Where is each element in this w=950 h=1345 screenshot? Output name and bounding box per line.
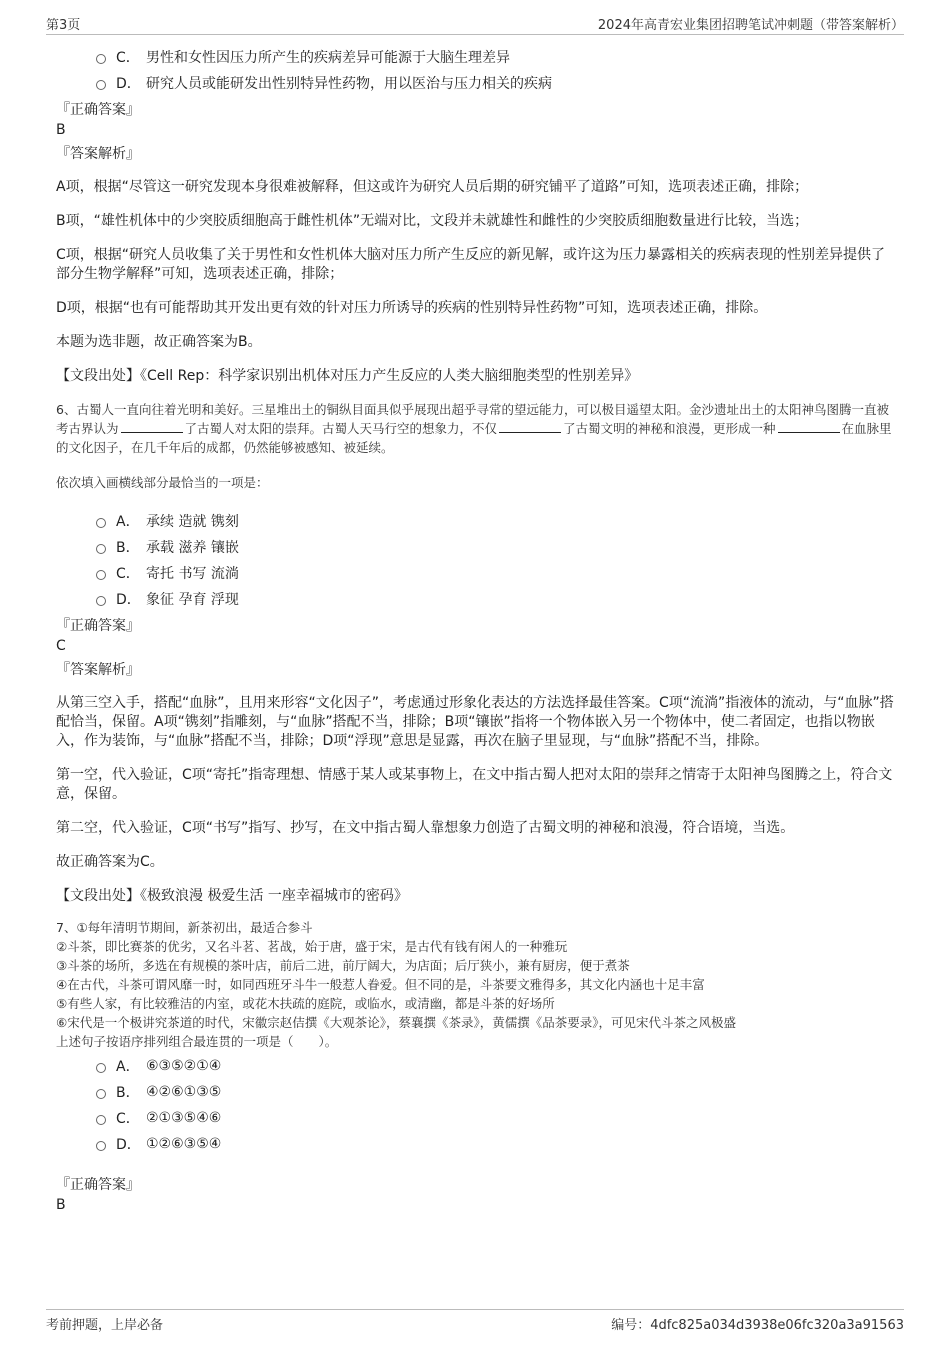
q6-analysis-label: 『答案解析』	[56, 662, 140, 678]
fill-blank	[499, 420, 561, 433]
q6-answer-label: 『正确答案』	[56, 618, 140, 634]
q5-option-c[interactable]: C． 男性和女性因压力所产生的疾病差异可能源于大脑生理差异	[56, 44, 896, 70]
q6-analysis-main: 从第三空入手，搭配“血脉”，且用来形容“文化因子”，考虑通过形象化表达的方法选择最佳答案。C项“流淌”指液体的流动，与“血脉”搭配恰当，保留。A项“镌刻”指雕刻，与“血脉”搭配不当，排除；B项“镶嵌”指将一个物体嵌入另一个物体中，使二者固定，也指以物嵌入，作为装饰，与“血脉”搭配不当，排除；D项“浮现”意思是显露，再次在脑子里显现，与“血脉”搭配不当，排除。	[56, 695, 894, 749]
q6-conclusion: 故正确答案为C。	[56, 854, 164, 870]
page-content	[56, 44, 896, 1219]
radio-icon[interactable]	[96, 596, 106, 606]
q6-option-b[interactable]: B． 承载 滋养 镶嵌	[56, 534, 896, 560]
q7-option-d[interactable]: D． ①②⑥③⑤④	[56, 1131, 896, 1157]
q5-answer: B	[56, 122, 66, 138]
q5-analysis-b: B项，“雄性机体中的少突胶质细胞高于雌性机体”无端对比，文段并未就雄性和雌性的少突胶质细胞数量进行比较，当选；	[56, 213, 809, 229]
q5-analysis-a: A项，根据“尽管这一研究发现本身很难被解释，但这或许为研究人员后期的研究铺平了道路”可知，选项表述正确，排除；	[56, 179, 809, 195]
q6-source: 【文段出处】《极致浪漫 极爱生活 一座幸福城市的密码》	[56, 888, 408, 904]
q7-line: ④在古代，斗茶可谓风靡一时，如同西班牙斗牛一般惹人眷爱。但不同的是，斗茶要文雅得多，其文化内涵也十足丰富	[56, 977, 705, 992]
q6-prompt: 依次填入画横线部分最恰当的一项是：	[56, 475, 269, 490]
radio-icon[interactable]	[96, 1115, 106, 1125]
document-code: 编号：4dfc825a034d3938e06fc320a3a91563	[611, 1318, 904, 1333]
fill-blank	[121, 420, 183, 433]
q6-options	[56, 508, 896, 612]
q7-answer: B	[56, 1197, 66, 1213]
q5-analysis-label: 『答案解析』	[56, 146, 140, 162]
radio-icon[interactable]	[96, 54, 106, 64]
q7-line: ⑤有些人家，有比较雅洁的内室，或花木扶疏的庭院，或临水，或清幽，都是斗茶的好场所	[56, 996, 555, 1011]
q7-options	[56, 1053, 896, 1157]
radio-icon[interactable]	[96, 544, 106, 554]
q6-option-d[interactable]: D． 象征 孕育 浮现	[56, 586, 896, 612]
q6-analysis-first: 第一空，代入验证，C项“寄托”指寄理想、情感于某人或某事物上，在文中指古蜀人把对太阳的崇拜之情寄于太阳神鸟图腾之上，符合文意，保留。	[56, 767, 893, 802]
q7-answer-label: 『正确答案』	[56, 1177, 140, 1193]
q7-option-c[interactable]: C． ②①③⑤④⑥	[56, 1105, 896, 1131]
page-number: 第3页	[46, 18, 81, 33]
radio-icon[interactable]	[96, 518, 106, 528]
document-title: 2024年高青宏业集团招聘笔试冲刺题（带答案解析）	[597, 18, 904, 33]
q5-source: 【文段出处】《Cell Rep：科学家识别出机体对压力产生反应的人类大脑细胞类型的性别差异》	[56, 368, 639, 384]
q6-analysis-second: 第二空，代入验证，C项“书写”指写、抄写，在文中指古蜀人靠想象力创造了古蜀文明的神秘和浪漫，符合语境，当选。	[56, 820, 795, 836]
q7-option-a[interactable]: A． ⑥③⑤②①④	[56, 1053, 896, 1079]
radio-icon[interactable]	[96, 570, 106, 580]
radio-icon[interactable]	[96, 1141, 106, 1151]
q5-answer-label: 『正确答案』	[56, 102, 140, 118]
radio-icon[interactable]	[96, 80, 106, 90]
page-footer	[46, 1309, 904, 1336]
q5-conclusion: 本题为选非题，故正确答案为B。	[56, 334, 262, 350]
radio-icon[interactable]	[96, 1063, 106, 1073]
q7-line: ②斗茶，即比赛茶的优劣，又名斗茗、茗战，始于唐，盛于宋，是古代有钱有闲人的一种雅玩	[56, 939, 568, 954]
q6-option-a[interactable]: A． 承续 造就 镌刻	[56, 508, 896, 534]
q7-prompt: 上述句子按语序排列组合最连贯的一项是（ ）。	[56, 1034, 338, 1049]
footer-slogan: 考前押题，上岸必备	[46, 1318, 164, 1333]
q5-option-d[interactable]: D． 研究人员或能研发出性别特异性药物，用以医治与压力相关的疾病	[56, 70, 896, 96]
q7-line: ③斗茶的场所，多选在有规模的茶叶店，前后二进，前厅阔大，为店面；后厅狭小，兼有厨房，便于煮茶	[56, 958, 630, 973]
q6-option-c[interactable]: C． 寄托 书写 流淌	[56, 560, 896, 586]
q7-line: ⑥宋代是一个极讲究茶道的时代，宋徽宗赵佶撰《大观茶论》，蔡襄撰《茶录》，黄儒撰《品茶要录》，可见宋代斗茶之风极盛	[56, 1015, 736, 1030]
q5-options	[56, 44, 896, 96]
fill-blank	[778, 420, 840, 433]
radio-icon[interactable]	[96, 1089, 106, 1099]
q5-analysis-d: D项，根据“也有可能帮助其开发出更有效的针对压力所诱导的疾病的性别特异性药物”可知，选项表述正确，排除。	[56, 300, 768, 316]
q7-option-b[interactable]: B． ④②⑥①③⑤	[56, 1079, 896, 1105]
q7-line: 7、①每年清明节期间，新茶初出，最适合参斗	[56, 920, 313, 935]
q5-analysis-c: C项，根据“研究人员收集了关于男性和女性机体大脑对压力所产生反应的新见解，或许这为压力暴露相关的疾病表现的性别差异提供了部分生物学解释”可知，选项表述正确，排除；	[56, 247, 886, 282]
page-header	[46, 14, 904, 35]
q6-stem: 6、古蜀人一直向往着光明和美好。三星堆出土的铜纵目面具似乎展现出超乎寻常的望远能力，可以极目遥望太阳。金沙遗址出土的太阳神鸟图腾一直被考古界认为 了古蜀人对太阳的崇拜。古蜀人天马行空的想象力，不仅 了古蜀文明的神秘和浪漫，更形成一种 在血脉里的文化因子，在几千年后的成都，仍然能够被感知、被延续。	[56, 402, 892, 455]
q7-stem	[56, 918, 896, 1051]
q6-answer: C	[56, 638, 66, 654]
